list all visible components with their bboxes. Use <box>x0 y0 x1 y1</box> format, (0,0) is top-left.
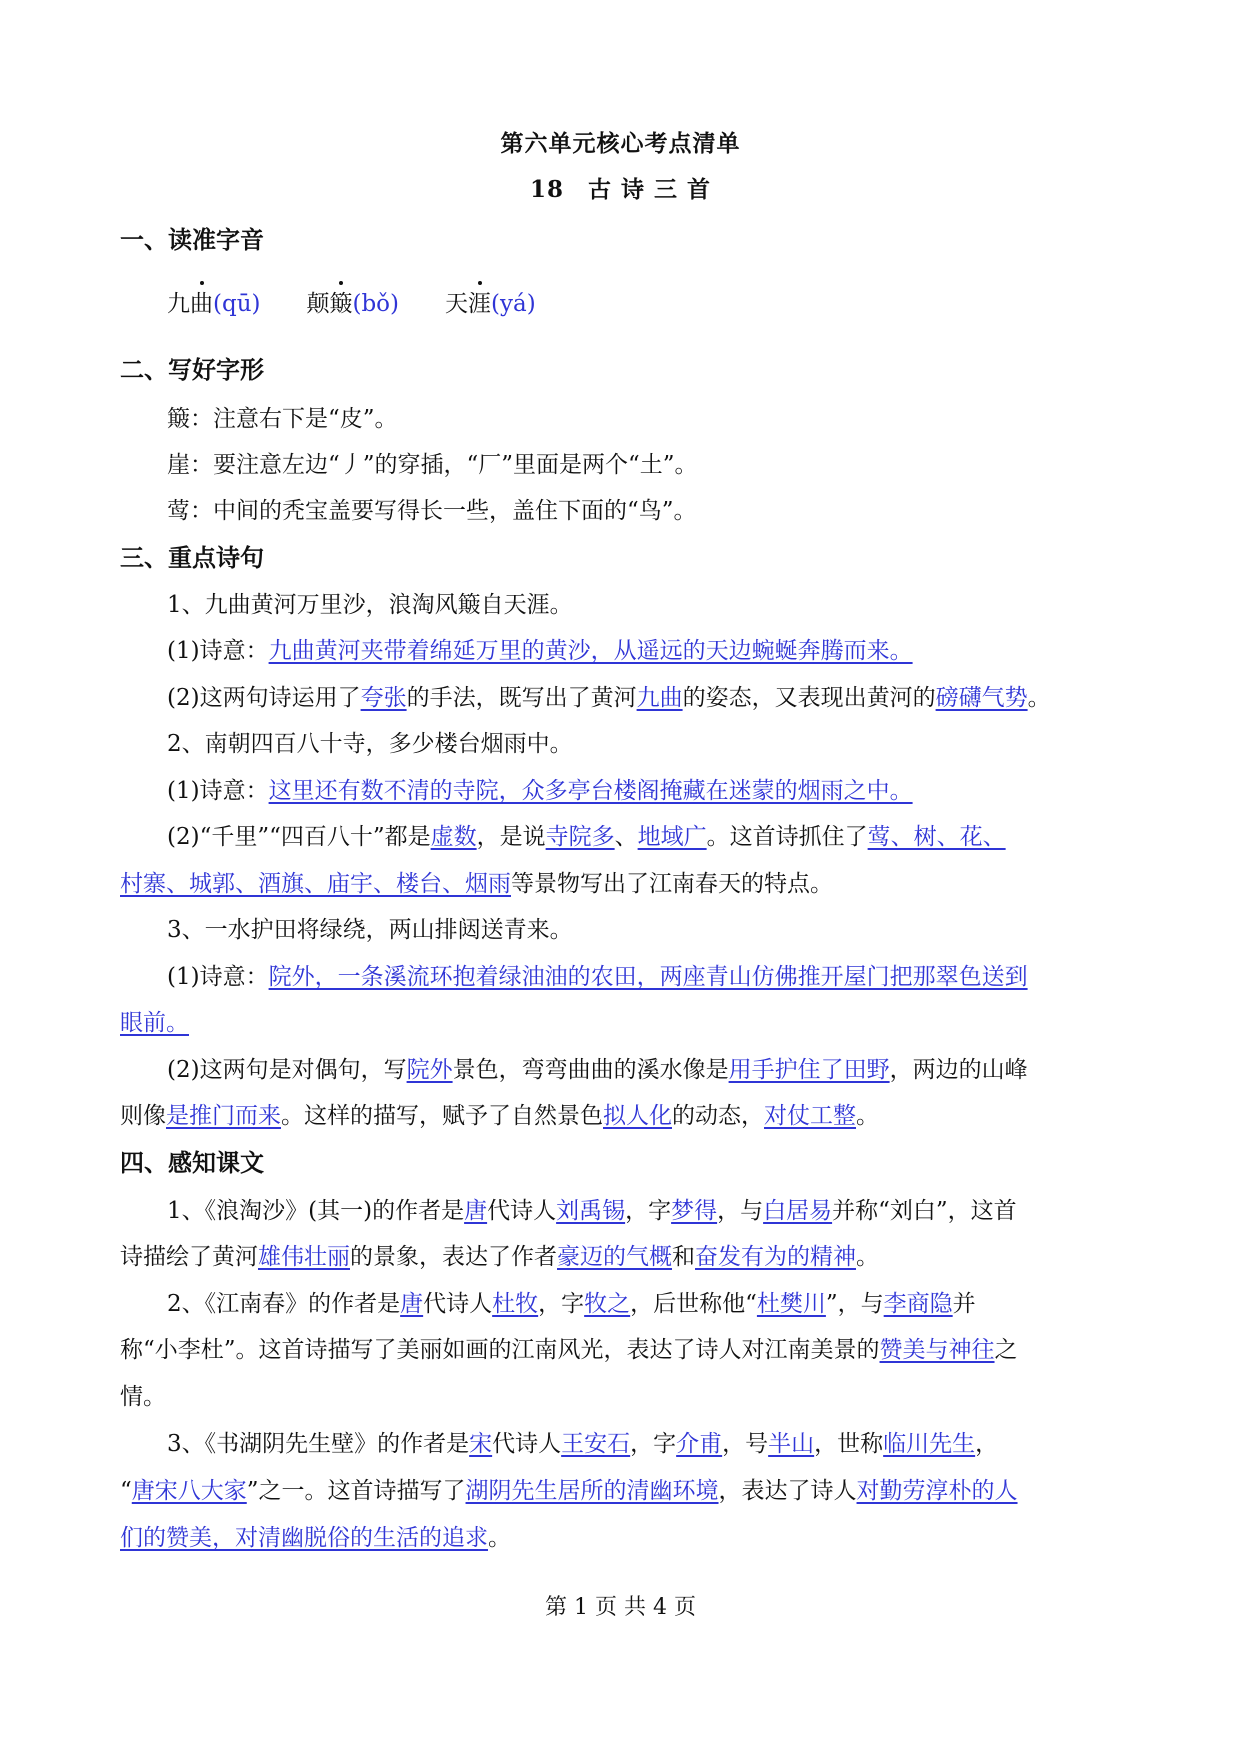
meaning-line: (1)诗意：九曲黄河夹带着绵延万里的黄沙，从遥远的天边蜿蜒奔腾而来。 <box>167 638 913 664</box>
answer: 地域广 <box>637 824 707 850</box>
meaning-line: (1)诗意：院外，一条溪流环抱着绿油油的农田，两座青山仿佛推开屋门把那翠色送到 <box>167 964 1028 990</box>
glyph-note: 崖：要注意左边“丿”的穿插，“厂”里面是两个“土”。 <box>167 452 698 478</box>
answer: 拟人化 <box>603 1103 672 1129</box>
answer: 莺、树、花、 <box>867 824 1006 850</box>
page-title: 第六单元核心考点清单 <box>500 130 741 157</box>
analysis-line: 村寨、城郭、酒旗、庙宇、楼台、烟雨等景物写出了江南春天的特点。 <box>120 871 833 897</box>
verse-line: 2、南朝四百八十寺，多少楼台烟雨中。 <box>167 731 573 757</box>
analysis-line: (2)这两句是对偶句，写院外景色，弯弯曲曲的溪水像是用手护住了田野，两边的山峰 <box>167 1057 1028 1083</box>
pronunciation-item: 天涯(yá) <box>445 291 536 317</box>
text-line: 情。 <box>120 1384 166 1410</box>
answer: 雄伟壮丽 <box>258 1244 350 1270</box>
section-heading-pronunciation: 一、读准字音 <box>120 225 264 254</box>
answer: 梦得 <box>671 1198 718 1224</box>
text-line: 3、《书湖阴先生壁》的作者是宋代诗人王安石，字介甫，号半山，世称临川先生， <box>167 1431 999 1457</box>
pinyin: (qū) <box>213 291 261 317</box>
answer: 刘禹锡 <box>556 1198 626 1224</box>
answer: 牧之 <box>584 1291 631 1317</box>
answer: 九曲 <box>636 685 683 711</box>
analysis-line: (2)这两句诗运用了夸张的手法，既写出了黄河九曲的姿态，又表现出黄河的磅礴气势。 <box>167 685 1051 711</box>
answer: 对勤劳淳朴的人 <box>856 1478 1018 1504</box>
verse-line: 3、一水护田将绿绕，两山排闼送青来。 <box>167 917 573 943</box>
answer: 磅礴气势 <box>935 685 1028 711</box>
answer: 王安石 <box>561 1431 631 1457</box>
answer: 用手护住了田野 <box>728 1057 890 1083</box>
answer: 九曲黄河夹带着绵延万里的黄沙，从遥远的天边蜿蜒奔腾而来。 <box>268 638 913 664</box>
answer: 夸张 <box>360 685 407 711</box>
section-heading-verses: 三、重点诗句 <box>120 543 264 572</box>
answer: 宋 <box>469 1431 493 1457</box>
answer: 杜牧 <box>492 1291 539 1317</box>
answer: 村寨、城郭、酒旗、庙宇、楼台、烟雨 <box>120 871 511 897</box>
answer: 院外，一条溪流环抱着绿油油的农田，两座青山仿佛推开屋门把那翠色送到 <box>268 964 1028 990</box>
pronunciation-item: 九曲(qū) <box>167 291 260 317</box>
verse-line: 1、九曲黄河万里沙，浪淘风簸自天涯。 <box>167 592 573 618</box>
emphasis-char: 涯 <box>468 287 491 321</box>
answer: 杜樊川 <box>756 1291 826 1317</box>
pronunciation-item: 颠簸(bǒ) <box>306 291 399 317</box>
text-line: 称“小李杜”。这首诗描写了美丽如画的江南风光，表达了诗人对江南美景的赞美与神往之 <box>120 1337 1018 1363</box>
glyph-note: 簸：注意右下是“皮”。 <box>167 406 398 432</box>
answer: 眼前。 <box>120 1010 189 1036</box>
text-line: “唐宋八大家”之一。这首诗描写了湖阴先生居所的清幽环境，表达了诗人对勤劳淳朴的人 <box>120 1478 1018 1504</box>
answer: 介甫 <box>676 1431 723 1457</box>
answer: 白居易 <box>763 1198 833 1224</box>
answer: 赞美与神往 <box>879 1337 995 1363</box>
answer: 这里还有数不清的寺院，众多亭台楼阁掩藏在迷蒙的烟雨之中。 <box>268 778 913 804</box>
meaning-line: (1)诗意：这里还有数不清的寺院，众多亭台楼阁掩藏在迷蒙的烟雨之中。 <box>167 778 913 804</box>
answer: 半山 <box>768 1431 815 1457</box>
answer: 寺院多 <box>545 824 615 850</box>
lesson-title: 18 古 诗 三 首 <box>529 176 712 203</box>
emphasis-char: 簸 <box>329 287 352 321</box>
text-line: 2、《江南春》的作者是唐代诗人杜牧，字牧之，后世称他“杜樊川”，与李商隐并 <box>167 1291 976 1317</box>
emphasis-char: 曲 <box>190 287 213 321</box>
text-line: 们的赞美，对清幽脱俗的生活的追求。 <box>120 1525 511 1551</box>
pinyin: (yá) <box>491 291 536 317</box>
section-heading-glyph: 二、写好字形 <box>120 355 264 384</box>
answer: 奋发有为的精神 <box>695 1244 856 1270</box>
answer: 对仗工整 <box>764 1103 856 1129</box>
pronunciation-row <box>167 287 1130 321</box>
answer: 们的赞美，对清幽脱俗的生活的追求 <box>120 1525 488 1551</box>
answer: 豪迈的气概 <box>557 1244 672 1270</box>
answer: 李商隐 <box>883 1291 953 1317</box>
answer: 院外 <box>406 1057 453 1083</box>
answer: 临川先生 <box>883 1431 976 1457</box>
answer: 是推门而来 <box>166 1103 281 1129</box>
answer: 唐宋八大家 <box>131 1478 247 1504</box>
pinyin: (bǒ) <box>352 291 400 317</box>
meaning-line <box>120 1006 1130 1040</box>
text-line: 1、《浪淘沙》(其一)的作者是唐代诗人刘禹锡，字梦得，与白居易并称“刘白”，这首 <box>167 1198 1017 1224</box>
analysis-line: 则像是推门而来。这样的描写，赋予了自然景色拟人化的动态，对仗工整。 <box>120 1103 879 1129</box>
page-number: 第 1 页 共 4 页 <box>545 1595 696 1620</box>
answer: 湖阴先生居所的清幽环境 <box>465 1478 719 1504</box>
glyph-note: 莺：中间的秃宝盖要写得长一些，盖住下面的“鸟”。 <box>167 498 697 524</box>
text-line: 诗描绘了黄河雄伟壮丽的景象，表达了作者豪迈的气概和奋发有为的精神。 <box>120 1244 879 1270</box>
answer: 唐 <box>464 1198 488 1224</box>
answer: 唐 <box>400 1291 424 1317</box>
section-heading-text: 四、感知课文 <box>120 1148 264 1177</box>
answer: 虚数 <box>430 824 477 850</box>
analysis-line: (2)“千里”“四百八十”都是虚数，是说寺院多、地域广。这首诗抓住了莺、树、花、 <box>167 824 1006 850</box>
